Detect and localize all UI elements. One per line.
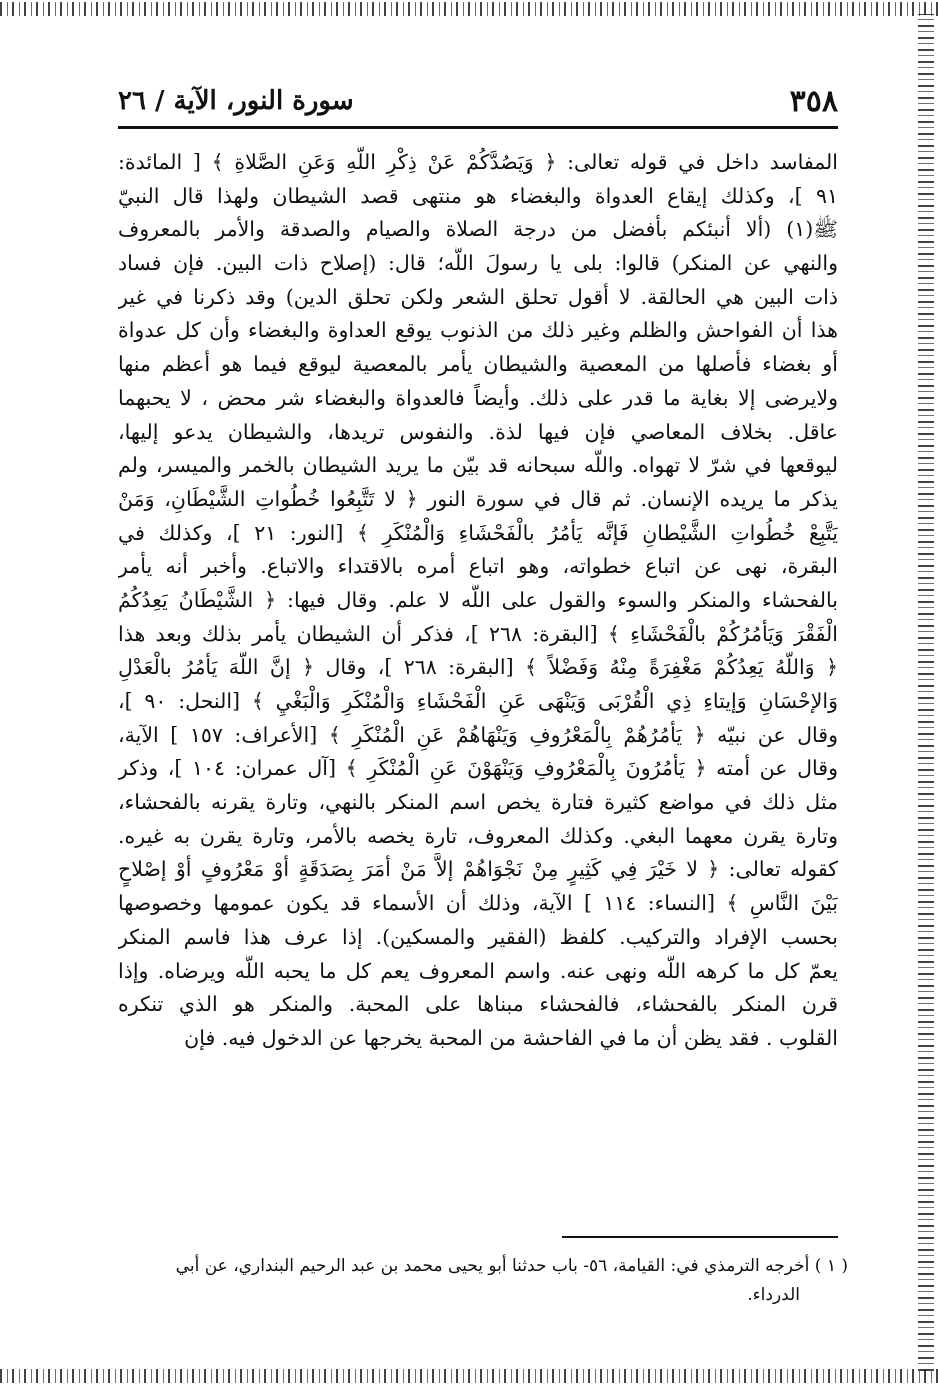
header-rule xyxy=(118,126,838,129)
text-line: وقال عن أمته ﴿ يَأمُرُونَ بِالْمَعْرُوفِ وَيَنْهَوْنَ عَنِ الْمُنْكَرِ ﴾ [آل عمران: ١٠٤ ]، وذكر xyxy=(118,756,838,781)
text-line: قرن المنكر بالفحشاء، فالفحشاء مبناها على المحبة. والمنكر هو الذي تنكره xyxy=(118,992,838,1017)
text-line: كقوله تعالى: ﴿ لا خَيْرَ فِي كَثِيرٍ مِنْ نَجْوَاهُمْ إلاَّ مَنْ أمَرَ بِصَدَقَةٍ أوْ مَعْرُوفٍ أوْ إصْلاحٍ xyxy=(118,857,838,882)
text-line: وقال عن نبيّه ﴿ يَأمُرُهُمْ بِالْمَعْرُوفِ وَيَنْهَاهُمْ عَنِ الْمُنْكَرِ ﴾ [الأعراف: ١٥٧ ] الآية، xyxy=(118,722,838,747)
text-line: بَيْنَ النَّاسِ ﴾ [النساء: ١١٤ ] الآية، وذلك أن الأسماء قد يكون عمومها وخصوصها xyxy=(118,891,838,916)
footnote xyxy=(104,1252,848,1310)
right-ornamental-border xyxy=(918,14,934,1371)
footnote-line: الدرداء. xyxy=(747,1285,800,1305)
text-line: أو بغضاء فأصلها من المعصية والشيطان يأمر بالمعصية ليوقع فيما هو أعظم منها xyxy=(118,352,838,377)
footnote-line: ( ١ ) أخرجه الترمذي في: القيامة، ٥٦- باب حدثنا أبو يحيى محمد بن عبد الرحيم البنداري، عن أبي xyxy=(175,1256,848,1276)
text-line: ذات البين هي الحالقة. لا أقول تحلق الشعر ولكن تحلق الدين) وقد ذكرنا في غير xyxy=(118,284,838,309)
running-title: سورة النور، الآية / ٢٦ xyxy=(118,86,354,116)
page-header xyxy=(118,80,838,124)
text-line: يعمّ كل ما كرهه اللَّه ونهى عنه. واسم المعروف يعم كل ما يحبه اللَّه ويرضاه. وإذا xyxy=(118,958,838,983)
top-ornamental-border xyxy=(0,2,938,16)
text-line: وَالإحْسَانِ وَإيتاءِ ذِي الْقُرْبَى وَيَنْهَى عَنِ الْفَحْشَاءِ وَالْمُنْكَرِ وَالْبَغْيِ ﴾ [النحل: ٩٠ ]، xyxy=(118,689,838,713)
text-line: ولايرضى إلا بغاية ما قدر على ذلك. وأيضاً فالعدواة والبغضاء شر محض ، لا يحبهما xyxy=(118,385,838,410)
text-line: ﷺ(١) (ألا أنبئكم بأفضل من درجة الصلاة والصيام والصدقة والأمر بالمعروف xyxy=(118,217,838,242)
text-line: عاقل. بخلاف المعاصي فإن فيها لذة. والنفوس تريدها، والشيطان يدعو إليها، xyxy=(118,419,838,444)
text-line: وتارة يقرن معهما البغي. وكذلك المعروف، تارة يخصه بالأمر، وتارة يقرن به غيره. xyxy=(118,823,838,848)
text-line: مثل ذلك في مواضع كثيرة فتارة يخص اسم المنكر بالنهي، وتارة يقرنه بالفحشاء، xyxy=(118,790,838,815)
text-line: ٩١ ]، وكذلك إيقاع العدواة والبغضاء هو منتهى قصد الشيطان ولهذا قال النبيّ xyxy=(118,183,838,208)
text-line: بحسب الإفراد والتركيب. كلفظ (الفقير والمسكين). إذا عرف هذا فاسم المنكر xyxy=(118,924,838,949)
text-line: يذكر ما يريده الإنسان. ثم قال في سورة النور ﴿ لا تَتَّبِعُوا خُطُواتِ الشَّيْطَانِ، وَمَنْ xyxy=(118,486,838,511)
text-line: ليوقعها في شرّ لا تهواه. واللَّه سبحانه قد بيّن ما يريد الشيطان بالخمر والميسر، ولم xyxy=(118,453,838,478)
text-line: الْفَقْرَ وَيَأمُرُكُمْ بالْفَحْشَاءِ ﴾ [البقرة: ٢٦٨ ]، فذكر أن الشيطان يأمر بذلك وبعد هذا xyxy=(118,621,838,646)
bottom-ornamental-border xyxy=(0,1369,938,1383)
text-line: ﴿ وَاللَّهُ يَعِدُكُمْ مَغْفِرَةً مِنْهُ وَفَضْلاً ﴾ [البقرة: ٢٦٨ ]، وقال ﴿ إنَّ اللَّهَ يَأمُرُ بالْعَدْلِ xyxy=(118,655,838,680)
text-line: يَتَّبِعْ خُطُواتِ الشَّيْطانِ فَإنَّه يَأمُرُ بالْفَحْشَاءِ وَالْمُنْكَرِ ﴾ [النور: ٢١ ]، وكذلك في xyxy=(118,520,838,545)
text-line: والنهي عن المنكر) قالوا: بلى يا رسولَ اللَّه؛ قال: (إصلاح ذات البين. فإن فساد xyxy=(118,251,838,276)
text-line: القلوب . فقد يظن أن ما في الفاحشة من المحبة يخرجها عن الدخول فيه. فإن xyxy=(184,1025,838,1050)
text-line: المفاسد داخل في قوله تعالى: ﴿ وَيَصُدَّكُمْ عَنْ ذِكْرِ اللَّهِ وَعَنِ الصَّلاةِ ﴾ [ المائدة: xyxy=(118,150,838,174)
text-line: هذا أن الفواحش والظلم وغير ذلك من الذنوب يوقع العداوة والبغضاء وأن كل عدواة xyxy=(118,318,838,343)
text-line: بالفحشاء والمنكر والسوء والقول على اللَّه لا علم. وقال فيها: ﴿ الشَّيْطَانُ يَعِدُكُمُ xyxy=(118,587,838,612)
text-line: البقرة، نهى عن اتباع خطواته، وهو اتباع أمره بالاقتداء والاتباع. وأخبر أنه يأمر xyxy=(118,554,838,579)
page-number: ٣٥٨ xyxy=(789,84,838,119)
footnote-rule xyxy=(562,1236,838,1238)
main-text xyxy=(118,146,838,1056)
